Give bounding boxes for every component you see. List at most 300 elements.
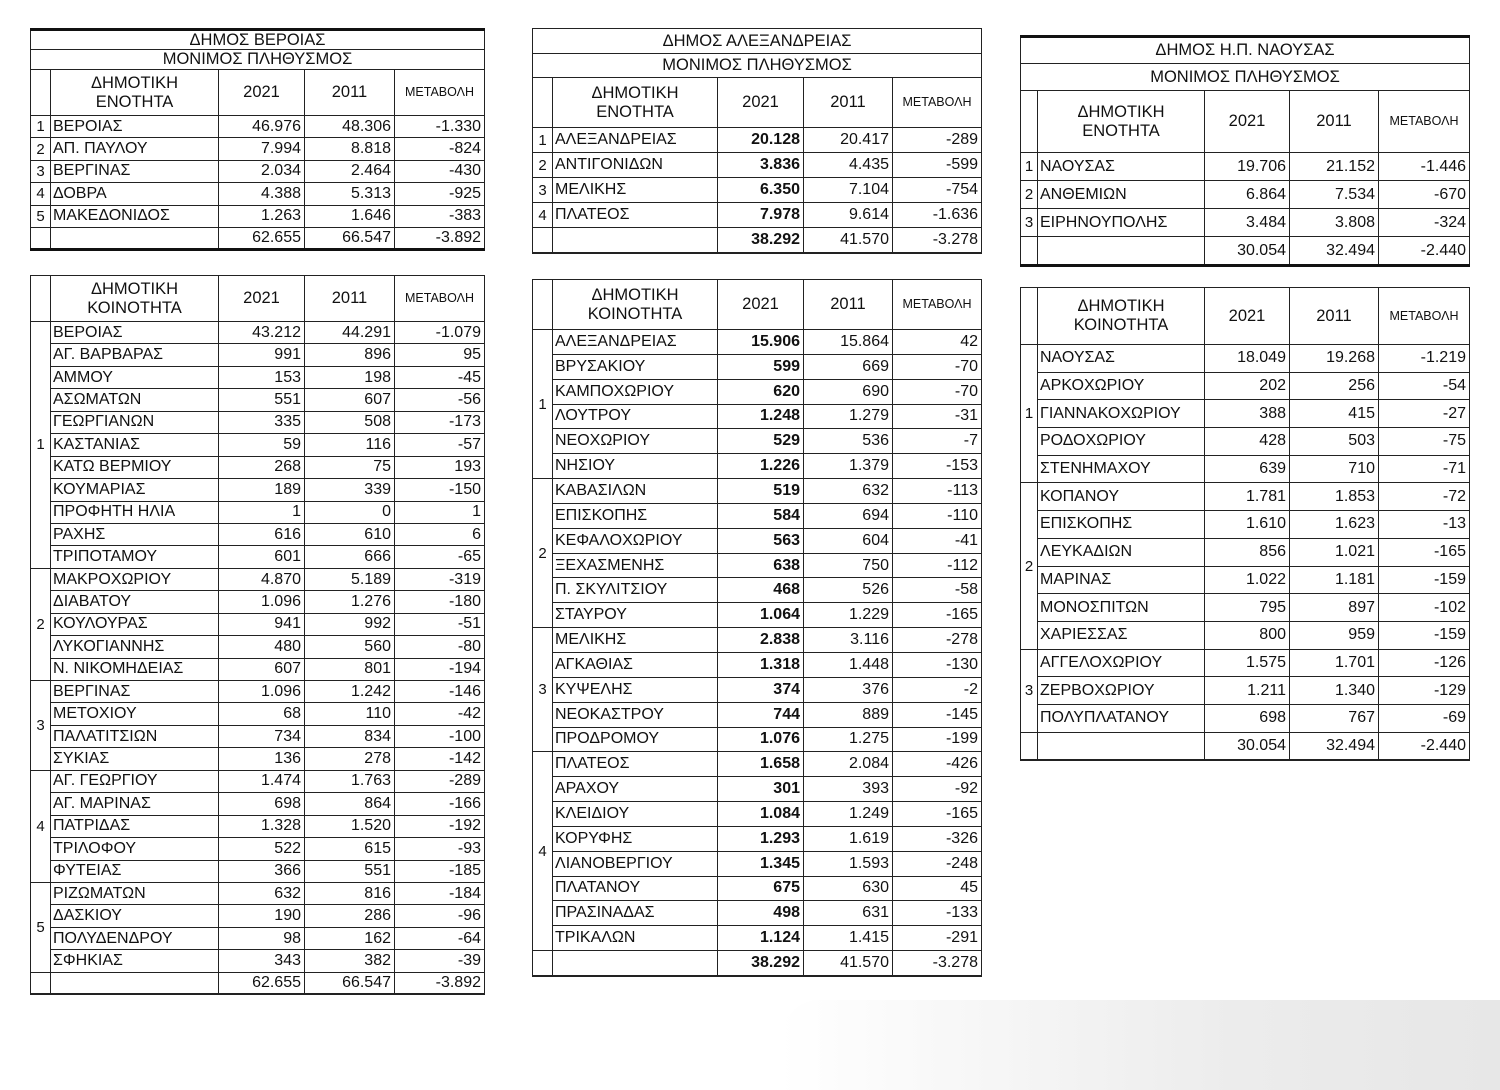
community-name: ΞΕΧΑΣΜΕΝΗΣ bbox=[553, 553, 718, 578]
community-2011: 1.229 bbox=[804, 603, 893, 628]
community-row bbox=[31, 366, 485, 388]
total-row bbox=[533, 951, 982, 976]
community-row bbox=[31, 389, 485, 411]
community-2011: 669 bbox=[804, 354, 893, 379]
unit-2011: 48.306 bbox=[305, 116, 395, 138]
total-2021-cell: 38.292 bbox=[718, 951, 804, 976]
community-2021: 632 bbox=[219, 882, 305, 904]
community-row bbox=[1021, 566, 1470, 594]
group-index: 1 bbox=[31, 322, 51, 569]
community-change: -54 bbox=[1379, 372, 1470, 400]
community-2011: 1.448 bbox=[804, 652, 893, 677]
unit-2021: 1.263 bbox=[219, 205, 305, 227]
total-2011-cell: 32.494 bbox=[1290, 732, 1379, 760]
community-row bbox=[31, 591, 485, 613]
total-index-cell bbox=[31, 227, 51, 249]
table-header-row bbox=[533, 280, 982, 330]
header-change-cell: ΜΕΤΑΒΟΛΗ bbox=[893, 78, 982, 128]
community-row bbox=[31, 748, 485, 770]
community-name: Ν. ΝΙΚΟΜΗΔΕΙΑΣ bbox=[51, 658, 219, 680]
community-2011: 376 bbox=[804, 677, 893, 702]
community-row bbox=[533, 379, 982, 404]
unit-change: -925 bbox=[395, 183, 485, 205]
community-2021: 1.022 bbox=[1205, 566, 1290, 594]
community-change: -1.219 bbox=[1379, 345, 1470, 373]
community-row bbox=[533, 578, 982, 603]
community-row bbox=[533, 553, 982, 578]
community-change: -199 bbox=[893, 727, 982, 752]
header-2011-cell: 2011 bbox=[305, 276, 395, 322]
community-row bbox=[31, 322, 485, 344]
community-row bbox=[31, 793, 485, 815]
community-row bbox=[533, 528, 982, 553]
community-change: -113 bbox=[893, 479, 982, 504]
community-2021: 4.870 bbox=[219, 568, 305, 590]
unit-2021: 6.350 bbox=[718, 178, 804, 203]
community-2021: 638 bbox=[718, 553, 804, 578]
total-2021-cell: 30.054 bbox=[1205, 732, 1290, 760]
community-row bbox=[533, 802, 982, 827]
community-row bbox=[533, 404, 982, 429]
population-subtitle-row bbox=[31, 50, 485, 70]
community-2021: 190 bbox=[219, 905, 305, 927]
unit-name: ΕΙΡΗΝΟΥΠΟΛΗΣ bbox=[1038, 209, 1205, 237]
community-change: -65 bbox=[395, 546, 485, 568]
total-index-cell bbox=[1021, 732, 1038, 760]
community-2021: 551 bbox=[219, 389, 305, 411]
unit-2011: 2.464 bbox=[305, 160, 395, 182]
community-row bbox=[1021, 428, 1470, 456]
total-label-cell bbox=[1038, 237, 1205, 266]
community-2011: 415 bbox=[1290, 400, 1379, 428]
community-name: ΝΗΣΙΟΥ bbox=[553, 454, 718, 479]
community-2011: 694 bbox=[804, 503, 893, 528]
header-2021-cell: 2021 bbox=[1205, 91, 1290, 153]
community-2011: 19.268 bbox=[1290, 345, 1379, 373]
community-row bbox=[1021, 704, 1470, 732]
community-2011: 1.593 bbox=[804, 851, 893, 876]
unit-change: -1.446 bbox=[1379, 153, 1470, 181]
community-change: -129 bbox=[1379, 677, 1470, 705]
community-change: -248 bbox=[893, 851, 982, 876]
group-index: 4 bbox=[31, 770, 51, 882]
unit-change: -289 bbox=[893, 128, 982, 153]
community-2021: 620 bbox=[718, 379, 804, 404]
community-2011: 15.864 bbox=[804, 330, 893, 355]
community-change: -69 bbox=[1379, 704, 1470, 732]
community-2011: 508 bbox=[305, 411, 395, 433]
community-change: -130 bbox=[893, 652, 982, 677]
community-2011: 162 bbox=[305, 927, 395, 949]
unit-name: ΔΟΒΡΑ bbox=[51, 183, 219, 205]
community-row bbox=[31, 479, 485, 501]
community-2021: 800 bbox=[1205, 621, 1290, 649]
community-name: ΠΛΑΤΑΝΟΥ bbox=[553, 876, 718, 901]
community-2011: 959 bbox=[1290, 621, 1379, 649]
community-name: ΜΑΚΡΟΧΩΡΙΟΥ bbox=[51, 568, 219, 590]
page-shadow bbox=[780, 1000, 1500, 1090]
community-2011: 382 bbox=[305, 950, 395, 972]
table-header-row bbox=[1021, 91, 1470, 153]
unit-2021: 19.706 bbox=[1205, 153, 1290, 181]
community-2021: 59 bbox=[219, 434, 305, 456]
community-2011: 615 bbox=[305, 838, 395, 860]
unit-row bbox=[31, 138, 485, 160]
total-2021-cell: 62.655 bbox=[219, 227, 305, 249]
community-row bbox=[533, 677, 982, 702]
community-row bbox=[31, 613, 485, 635]
community-2021: 1.064 bbox=[718, 603, 804, 628]
community-row bbox=[533, 752, 982, 777]
community-2021: 428 bbox=[1205, 428, 1290, 456]
unit-name: ΑΠ. ΠΑΥΛΟΥ bbox=[51, 138, 219, 160]
unit-2011: 4.435 bbox=[804, 153, 893, 178]
unit-2011: 3.808 bbox=[1290, 209, 1379, 237]
community-row bbox=[533, 702, 982, 727]
community-change: -71 bbox=[1379, 455, 1470, 483]
community-2011: 750 bbox=[804, 553, 893, 578]
community-2011: 897 bbox=[1290, 594, 1379, 622]
unit-index: 5 bbox=[31, 205, 51, 227]
community-2021: 1 bbox=[219, 501, 305, 523]
community-2011: 632 bbox=[804, 479, 893, 504]
population-subtitle-row bbox=[1021, 64, 1470, 91]
community-change: -150 bbox=[395, 479, 485, 501]
community-2011: 1.619 bbox=[804, 826, 893, 851]
total-change-cell: -3.278 bbox=[893, 951, 982, 976]
community-change: -159 bbox=[1379, 621, 1470, 649]
community-name: ΤΡΙΠΟΤΑΜΟΥ bbox=[51, 546, 219, 568]
total-label-cell bbox=[51, 227, 219, 249]
municipality-title-row bbox=[533, 29, 982, 54]
unit-2021: 3.836 bbox=[718, 153, 804, 178]
community-2021: 698 bbox=[219, 793, 305, 815]
community-row bbox=[1021, 538, 1470, 566]
community-row bbox=[533, 652, 982, 677]
community-2021: 1.293 bbox=[718, 826, 804, 851]
community-2011: 1.242 bbox=[305, 681, 395, 703]
community-name: ΚΟΥΛΟΥΡΑΣ bbox=[51, 613, 219, 635]
group-index: 5 bbox=[31, 882, 51, 972]
community-2011: 1.249 bbox=[804, 802, 893, 827]
total-index-cell bbox=[533, 228, 553, 253]
table-header-row bbox=[31, 70, 485, 116]
community-change: -41 bbox=[893, 528, 982, 553]
community-name: ΑΓΚΑΘΙΑΣ bbox=[553, 652, 718, 677]
community-row bbox=[31, 568, 485, 590]
unit-name: ΜΕΛΙΚΗΣ bbox=[553, 178, 718, 203]
community-2011: 801 bbox=[305, 658, 395, 680]
community-2011: 116 bbox=[305, 434, 395, 456]
community-2021: 1.226 bbox=[718, 454, 804, 479]
community-2011: 503 bbox=[1290, 428, 1379, 456]
community-change: -133 bbox=[893, 901, 982, 926]
community-row bbox=[31, 523, 485, 545]
unit-name: ΑΝΘΕΜΙΩΝ bbox=[1038, 181, 1205, 209]
total-row bbox=[533, 228, 982, 253]
community-name: ΜΕΤΟΧΙΟΥ bbox=[51, 703, 219, 725]
community-2021: 519 bbox=[718, 479, 804, 504]
community-row bbox=[31, 681, 485, 703]
total-change-cell: -3.892 bbox=[395, 972, 485, 994]
community-name: Π. ΣΚΥΛΙΤΣΙΟΥ bbox=[553, 578, 718, 603]
total-2011-cell: 41.570 bbox=[804, 951, 893, 976]
group-index: 3 bbox=[533, 628, 553, 752]
total-label-cell bbox=[553, 228, 718, 253]
community-name: ΑΡΚΟΧΩΡΙΟΥ bbox=[1038, 372, 1205, 400]
header-index-cell bbox=[31, 70, 51, 116]
community-name: ΝΑΟΥΣΑΣ bbox=[1038, 345, 1205, 373]
total-2011-cell: 66.547 bbox=[305, 972, 395, 994]
community-name: ΑΓ. ΓΕΩΡΓΙΟΥ bbox=[51, 770, 219, 792]
community-2011: 1.520 bbox=[305, 815, 395, 837]
community-change: -70 bbox=[893, 354, 982, 379]
table-header-row bbox=[31, 276, 485, 322]
header-index-cell bbox=[1021, 288, 1038, 345]
unit-2021: 6.864 bbox=[1205, 181, 1290, 209]
community-2021: 639 bbox=[1205, 455, 1290, 483]
community-name: ΑΓ. ΜΑΡΙΝΑΣ bbox=[51, 793, 219, 815]
unit-name: ΑΛΕΞΑΝΔΡΕΙΑΣ bbox=[553, 128, 718, 153]
community-2011: 610 bbox=[305, 523, 395, 545]
community-row bbox=[533, 628, 982, 653]
header-name-cell: ΔΗΜΟΤΙΚΗ ΕΝΟΤΗΤΑ bbox=[51, 70, 219, 116]
community-2011: 889 bbox=[804, 702, 893, 727]
community-change: -173 bbox=[395, 411, 485, 433]
community-2021: 529 bbox=[718, 429, 804, 454]
community-2021: 584 bbox=[718, 503, 804, 528]
population-subtitle: ΜΟΝΙΜΟΣ ΠΛΗΘΥΣΜΟΣ bbox=[533, 54, 982, 78]
unit-index: 2 bbox=[31, 138, 51, 160]
community-2021: 1.096 bbox=[219, 591, 305, 613]
community-change: -165 bbox=[893, 802, 982, 827]
community-name: ΡΙΖΩΜΑΤΩΝ bbox=[51, 882, 219, 904]
community-change: -27 bbox=[1379, 400, 1470, 428]
community-change: -112 bbox=[893, 553, 982, 578]
total-2011-cell: 66.547 bbox=[305, 227, 395, 249]
unit-change: -670 bbox=[1379, 181, 1470, 209]
community-change: -57 bbox=[395, 434, 485, 456]
unit-name: ΒΕΡΟΙΑΣ bbox=[51, 116, 219, 138]
community-name: ΧΑΡΙΕΣΣΑΣ bbox=[1038, 621, 1205, 649]
group-index: 2 bbox=[533, 479, 553, 628]
community-2011: 536 bbox=[804, 429, 893, 454]
community-row bbox=[31, 838, 485, 860]
community-change: -51 bbox=[395, 613, 485, 635]
community-2021: 599 bbox=[718, 354, 804, 379]
community-name: ΚΟΠΑΝΟΥ bbox=[1038, 483, 1205, 511]
community-name: ΠΡΑΣΙΝΑΔΑΣ bbox=[553, 901, 718, 926]
community-change: -2 bbox=[893, 677, 982, 702]
community-name: ΠΑΛΑΤΙΤΣΙΩΝ bbox=[51, 725, 219, 747]
community-row bbox=[1021, 594, 1470, 622]
community-name: ΚΛΕΙΔΙΟΥ bbox=[553, 802, 718, 827]
community-name: ΣΥΚΙΑΣ bbox=[51, 748, 219, 770]
community-change: -319 bbox=[395, 568, 485, 590]
municipality-communities-table bbox=[532, 279, 982, 977]
community-2021: 1.076 bbox=[718, 727, 804, 752]
community-name: ΚΟΡΥΦΗΣ bbox=[553, 826, 718, 851]
community-name: ΑΓ. ΒΑΡΒΑΡΑΣ bbox=[51, 344, 219, 366]
community-name: ΑΜΜΟΥ bbox=[51, 366, 219, 388]
community-change: 95 bbox=[395, 344, 485, 366]
unit-index: 3 bbox=[1021, 209, 1038, 237]
unit-index: 1 bbox=[1021, 153, 1038, 181]
total-index-cell bbox=[31, 972, 51, 994]
community-2011: 631 bbox=[804, 901, 893, 926]
unit-index: 1 bbox=[31, 116, 51, 138]
municipality-title: ΔΗΜΟΣ ΑΛΕΞΑΝΔΡΕΙΑΣ bbox=[533, 29, 982, 54]
community-2011: 1.276 bbox=[305, 591, 395, 613]
header-change-cell: ΜΕΤΑΒΟΛΗ bbox=[893, 280, 982, 330]
total-label-cell bbox=[553, 951, 718, 976]
community-2021: 498 bbox=[718, 901, 804, 926]
community-name: ΔΙΑΒΑΤΟΥ bbox=[51, 591, 219, 613]
community-2021: 1.124 bbox=[718, 926, 804, 951]
community-2021: 1.474 bbox=[219, 770, 305, 792]
unit-index: 2 bbox=[1021, 181, 1038, 209]
unit-change: -430 bbox=[395, 160, 485, 182]
community-2011: 607 bbox=[305, 389, 395, 411]
community-change: -58 bbox=[893, 578, 982, 603]
header-name-cell: ΔΗΜΟΤΙΚΗ ΚΟΙΝΟΤΗΤΑ bbox=[553, 280, 718, 330]
unit-row bbox=[533, 178, 982, 203]
community-row bbox=[1021, 677, 1470, 705]
total-2021-cell: 30.054 bbox=[1205, 237, 1290, 266]
community-change: -64 bbox=[395, 927, 485, 949]
community-2011: 3.116 bbox=[804, 628, 893, 653]
community-change: -126 bbox=[1379, 649, 1470, 677]
community-row bbox=[31, 927, 485, 949]
community-2011: 1.021 bbox=[1290, 538, 1379, 566]
header-change-cell: ΜΕΤΑΒΟΛΗ bbox=[395, 70, 485, 116]
unit-2011: 7.534 bbox=[1290, 181, 1379, 209]
community-2011: 44.291 bbox=[305, 322, 395, 344]
community-2021: 991 bbox=[219, 344, 305, 366]
municipality-title: ΔΗΜΟΣ Η.Π. ΝΑΟΥΣΑΣ bbox=[1021, 37, 1470, 64]
community-2021: 15.906 bbox=[718, 330, 804, 355]
community-row bbox=[31, 434, 485, 456]
community-name: ΓΙΑΝΝΑΚΟΧΩΡΙΟΥ bbox=[1038, 400, 1205, 428]
community-name: ΛΙΑΝΟΒΕΡΓΙΟΥ bbox=[553, 851, 718, 876]
header-2011-cell: 2011 bbox=[1290, 288, 1379, 345]
header-2021-cell: 2021 bbox=[219, 70, 305, 116]
community-name: ΛΥΚΟΓΙΑΝΝΗΣ bbox=[51, 636, 219, 658]
community-2021: 153 bbox=[219, 366, 305, 388]
community-name: ΛΕΥΚΑΔΙΩΝ bbox=[1038, 538, 1205, 566]
group-index: 3 bbox=[1021, 649, 1038, 732]
header-2011-cell: 2011 bbox=[305, 70, 395, 116]
community-2021: 607 bbox=[219, 658, 305, 680]
unit-2021: 7.978 bbox=[718, 203, 804, 228]
community-name: ΚΑΣΤΑΝΙΑΣ bbox=[51, 434, 219, 456]
community-2021: 675 bbox=[718, 876, 804, 901]
unit-2011: 8.818 bbox=[305, 138, 395, 160]
header-change-cell: ΜΕΤΑΒΟΛΗ bbox=[1379, 91, 1470, 153]
community-name: ΜΟΝΟΣΠΙΤΩΝ bbox=[1038, 594, 1205, 622]
unit-change: -1.330 bbox=[395, 116, 485, 138]
community-2011: 560 bbox=[305, 636, 395, 658]
unit-row bbox=[31, 160, 485, 182]
header-index-cell bbox=[533, 280, 553, 330]
community-2011: 834 bbox=[305, 725, 395, 747]
community-name: ΠΡΟΦΗΤΗ ΗΛΙΑ bbox=[51, 501, 219, 523]
unit-name: ΑΝΤΙΓΟΝΙΔΩΝ bbox=[553, 153, 718, 178]
community-2011: 339 bbox=[305, 479, 395, 501]
community-name: ΚΑΤΩ ΒΕΡΜΙΟΥ bbox=[51, 456, 219, 478]
community-row bbox=[533, 851, 982, 876]
community-2021: 2.838 bbox=[718, 628, 804, 653]
total-row bbox=[1021, 732, 1470, 760]
community-2011: 551 bbox=[305, 860, 395, 882]
community-name: ΖΕΡΒΟΧΩΡΙΟΥ bbox=[1038, 677, 1205, 705]
community-name: ΚΑΜΠΟΧΩΡΙΟΥ bbox=[553, 379, 718, 404]
community-name: ΓΕΩΡΓΙΑΝΩΝ bbox=[51, 411, 219, 433]
community-row bbox=[533, 777, 982, 802]
community-row bbox=[1021, 372, 1470, 400]
community-name: ΡΑΧΗΣ bbox=[51, 523, 219, 545]
community-2011: 286 bbox=[305, 905, 395, 927]
community-change: -185 bbox=[395, 860, 485, 882]
community-row bbox=[31, 703, 485, 725]
community-name: ΝΕΟΚΑΣΤΡΟΥ bbox=[553, 702, 718, 727]
total-row bbox=[31, 227, 485, 249]
unit-index: 1 bbox=[533, 128, 553, 153]
community-2011: 198 bbox=[305, 366, 395, 388]
community-row bbox=[31, 815, 485, 837]
total-label-cell bbox=[51, 972, 219, 994]
unit-row bbox=[31, 116, 485, 138]
unit-change: -324 bbox=[1379, 209, 1470, 237]
community-2021: 698 bbox=[1205, 704, 1290, 732]
community-change: -159 bbox=[1379, 566, 1470, 594]
population-subtitle-row bbox=[533, 54, 982, 78]
community-name: ΜΕΛΙΚΗΣ bbox=[553, 628, 718, 653]
community-2021: 43.212 bbox=[219, 322, 305, 344]
community-row bbox=[31, 725, 485, 747]
group-index: 2 bbox=[1021, 483, 1038, 649]
community-row bbox=[31, 501, 485, 523]
community-row bbox=[533, 330, 982, 355]
community-change: -7 bbox=[893, 429, 982, 454]
header-index-cell bbox=[1021, 91, 1038, 153]
community-2011: 604 bbox=[804, 528, 893, 553]
community-name: ΚΑΒΑΣΙΛΩΝ bbox=[553, 479, 718, 504]
community-name: ΚΕΦΑΛΟΧΩΡΙΟΥ bbox=[553, 528, 718, 553]
community-row bbox=[31, 344, 485, 366]
community-change: -153 bbox=[893, 454, 982, 479]
community-row bbox=[533, 503, 982, 528]
community-row bbox=[31, 950, 485, 972]
community-row bbox=[533, 876, 982, 901]
group-index: 1 bbox=[533, 330, 553, 479]
community-change: 193 bbox=[395, 456, 485, 478]
community-2011: 256 bbox=[1290, 372, 1379, 400]
community-row bbox=[1021, 649, 1470, 677]
community-change: -289 bbox=[395, 770, 485, 792]
community-2011: 1.181 bbox=[1290, 566, 1379, 594]
municipality-units-table bbox=[532, 28, 982, 254]
community-change: -42 bbox=[395, 703, 485, 725]
community-change: -56 bbox=[395, 389, 485, 411]
community-row bbox=[1021, 621, 1470, 649]
header-2011-cell: 2011 bbox=[804, 280, 893, 330]
community-change: -80 bbox=[395, 636, 485, 658]
unit-change: -754 bbox=[893, 178, 982, 203]
total-2011-cell: 32.494 bbox=[1290, 237, 1379, 266]
community-change: -102 bbox=[1379, 594, 1470, 622]
community-change: -326 bbox=[893, 826, 982, 851]
